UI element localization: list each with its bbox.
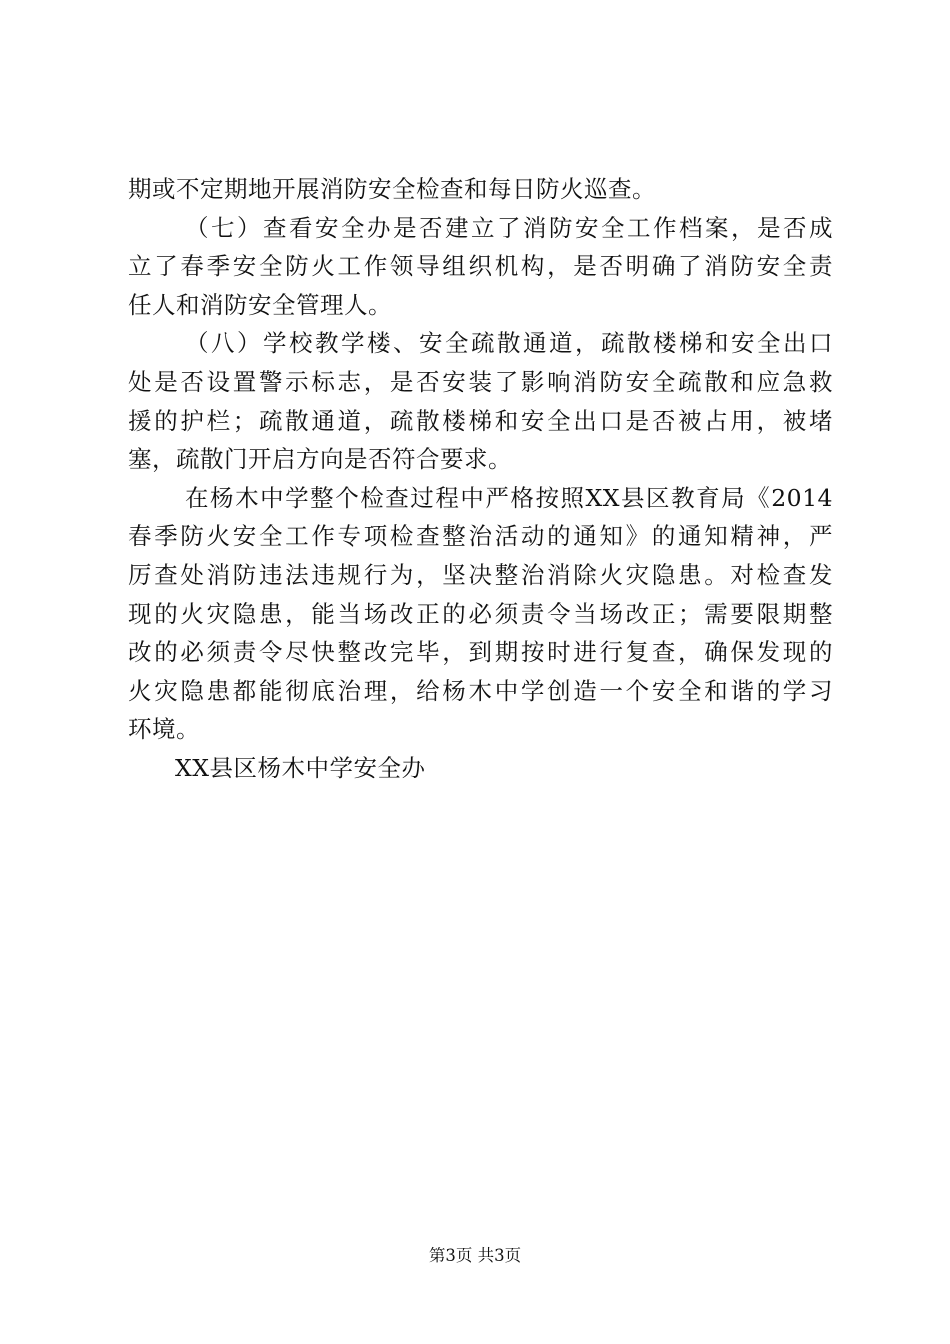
text-line: 改的必须责令尽快整改完毕，到期按时进行复查，确保发现的 [128,638,833,667]
text-line: 春季防火安全工作专项检查整治活动的通知》的通知精神，严 [128,522,833,551]
text-line: 现的火灾隐患，能当场改正的必须责令当场改正；需要限期整 [128,599,833,628]
text-line: 塞，疏散门开启方向是否符合要求。 [128,445,512,474]
page-number-footer: 第3页 共3页 [428,1246,522,1265]
text-line: 厉查处消防违法违规行为，坚决整治消除火灾隐患。对检查发 [128,560,833,589]
text-line: （七）查看安全办是否建立了消防安全工作档案，是否成 [185,213,833,242]
text-line: 环境。 [128,715,200,744]
text-line: 立了春季安全防火工作领导组织机构，是否明确了消防安全责 [128,252,833,281]
text-line: 期或不定期地开展消防安全检查和每日防火巡查。 [128,175,656,203]
signature-line: XX县区杨木中学安全办 [175,753,426,782]
text-line: 任人和消防安全管理人。 [128,290,392,319]
text-line: 处是否设置警示标志，是否安装了影响消防安全疏散和应急救 [128,367,833,396]
text-line: 在杨木中学整个检查过程中严格按照XX县区教育局《2014 [185,483,833,512]
text-line: 援的护栏；疏散通道，疏散楼梯和安全出口是否被占用，被堵 [128,406,833,435]
text-line: 火灾隐患都能彻底治理，给杨木中学创造一个安全和谐的学习 [128,676,833,705]
document-body [128,170,833,788]
text-line: （八）学校教学楼、安全疏散通道，疏散楼梯和安全出口 [185,329,833,358]
